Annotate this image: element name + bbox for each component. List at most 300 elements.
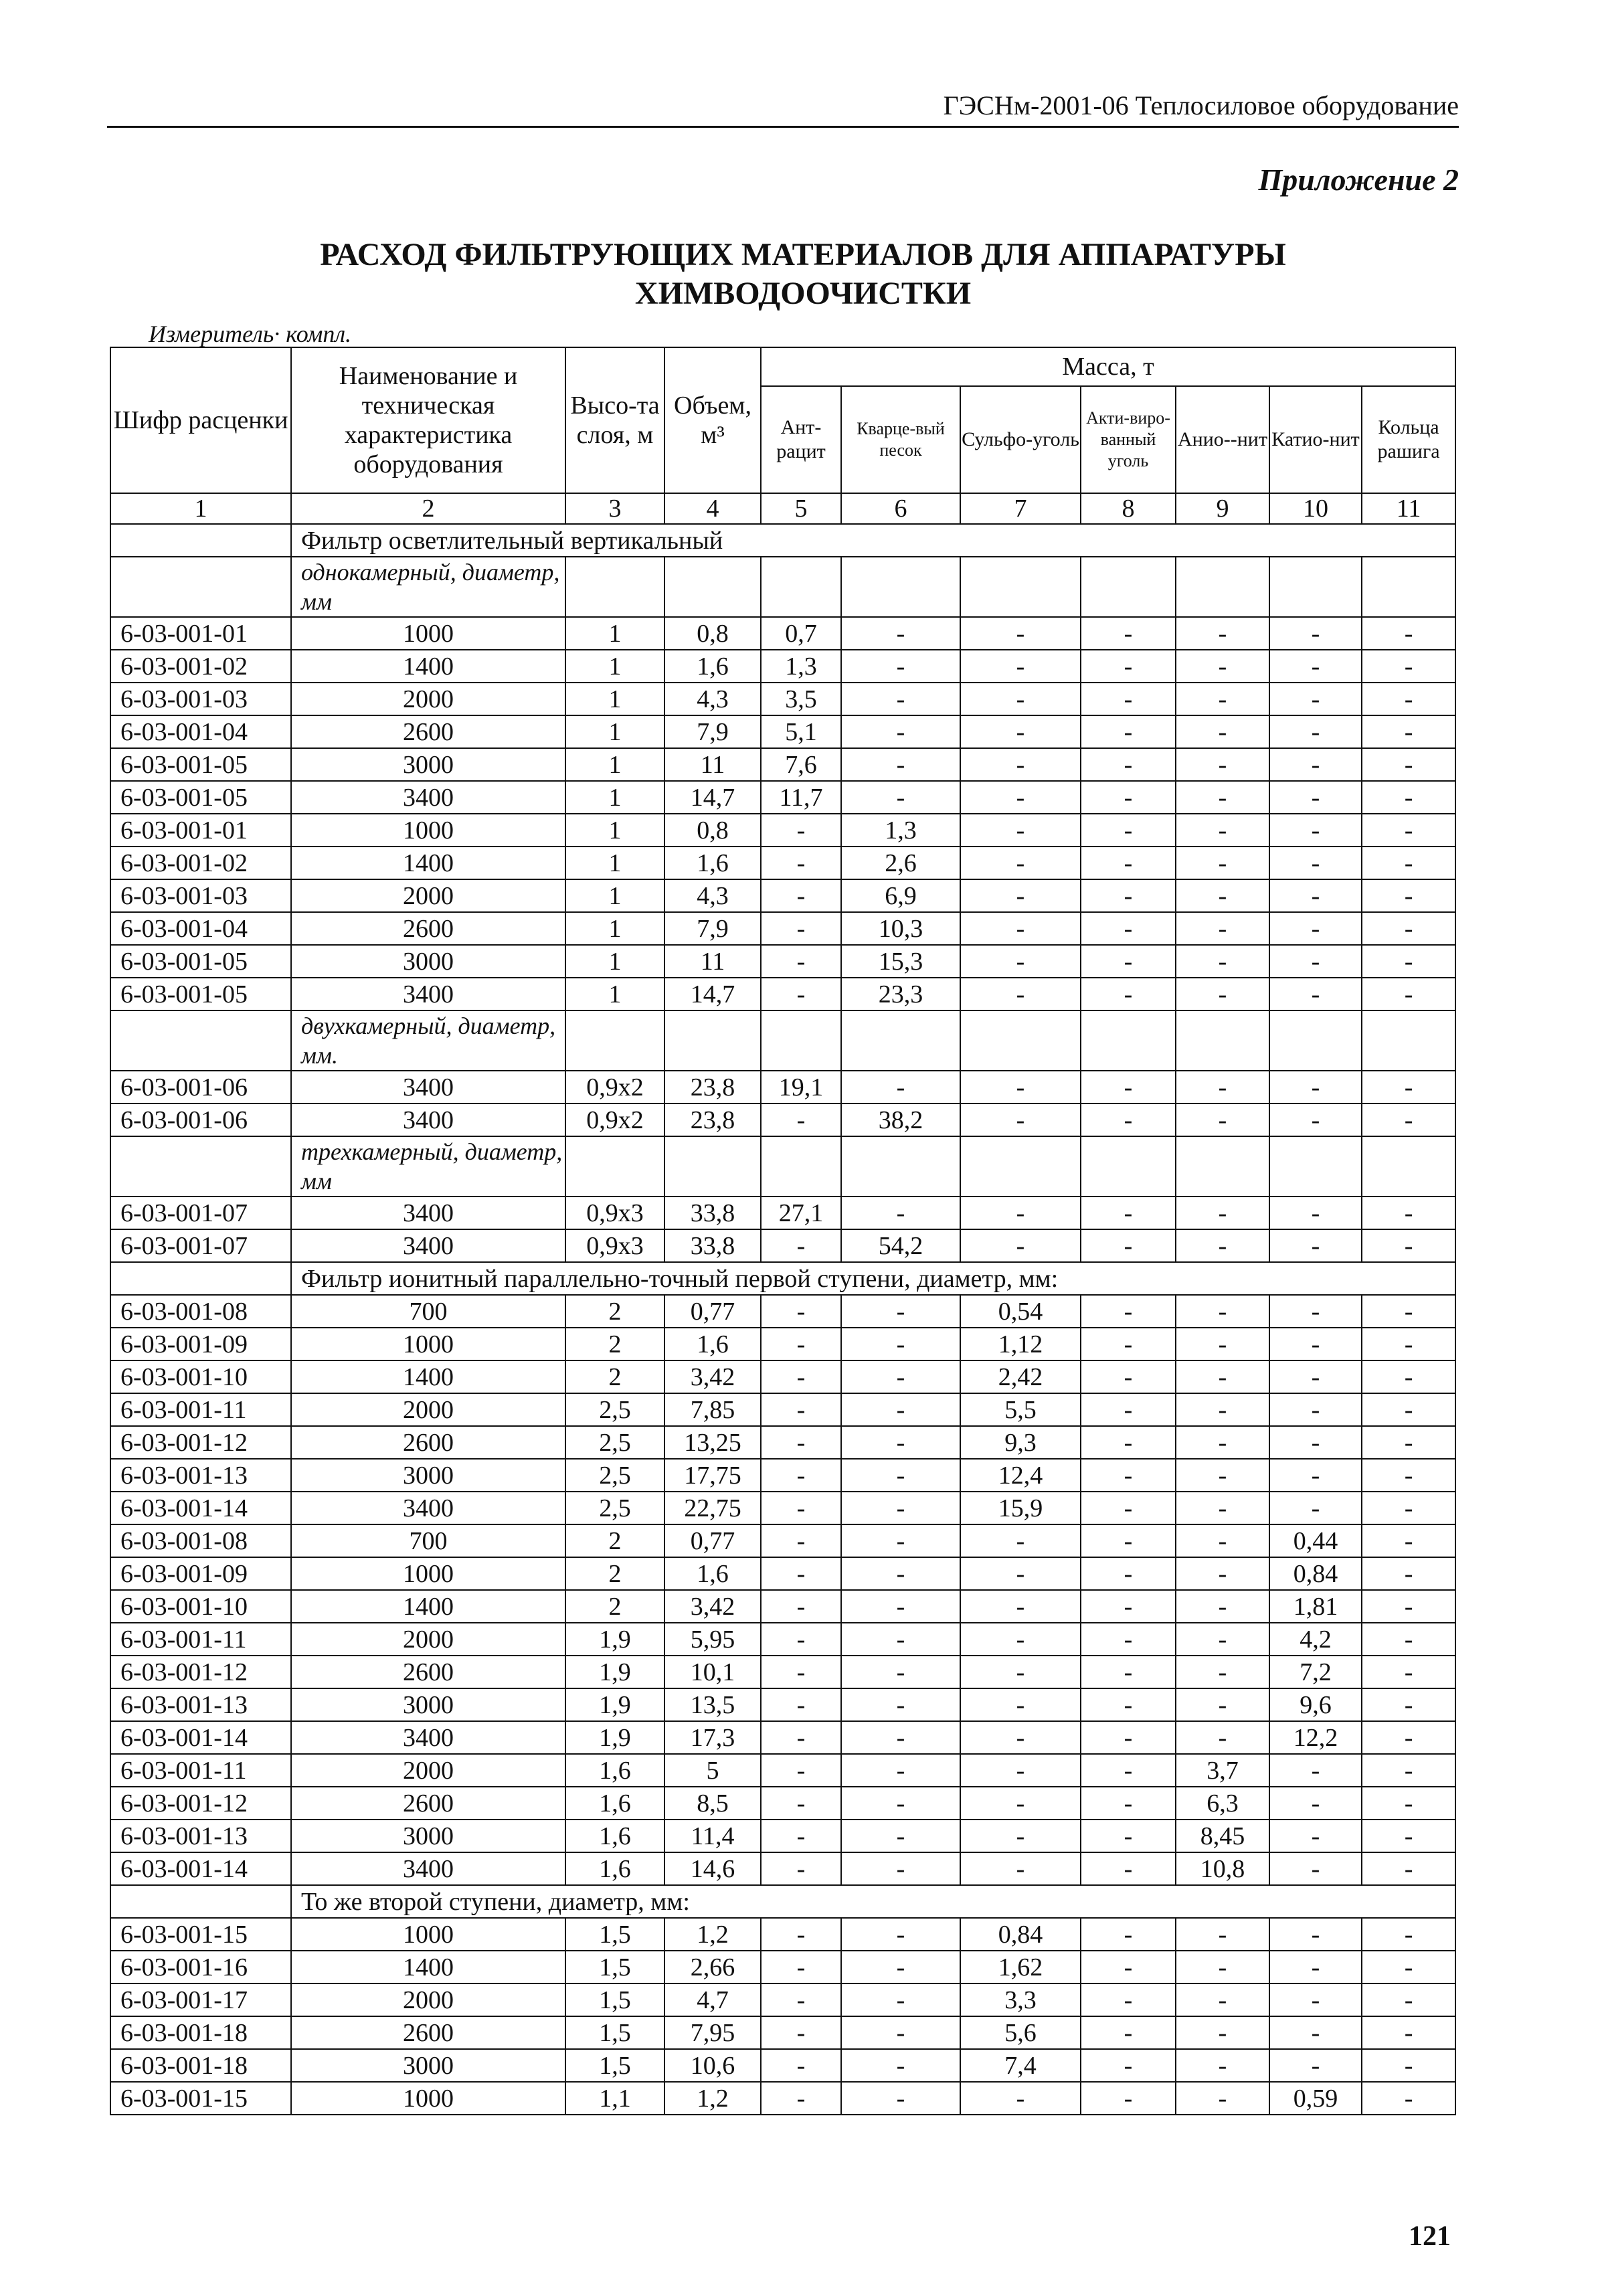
column-number: 10 [1269, 493, 1362, 524]
cell-code: 6-03-001-05 [110, 945, 291, 978]
table-cell: - [960, 1229, 1081, 1262]
empty-cell [110, 1136, 291, 1197]
table-cell: 1,62 [960, 1951, 1081, 1983]
column-number: 1 [110, 493, 291, 524]
table-cell: - [1269, 879, 1362, 912]
table-cell: 2,5 [565, 1459, 664, 1492]
table-row [110, 715, 1455, 748]
table-cell: - [1362, 781, 1455, 814]
table-cell: 1,6 [565, 1852, 664, 1885]
table-cell: - [1081, 1328, 1176, 1360]
table-cell: 2000 [291, 1393, 565, 1426]
table-cell: - [761, 1557, 841, 1590]
table-cell: 1 [565, 781, 664, 814]
table-cell: - [761, 1459, 841, 1492]
table-cell: - [1081, 1492, 1176, 1524]
table-cell: - [1362, 1918, 1455, 1951]
table-cell: 4,3 [664, 683, 761, 715]
table-cell: 1400 [291, 847, 565, 879]
cell-code: 6-03-001-13 [110, 1459, 291, 1492]
table-cell: - [841, 1918, 960, 1951]
table-cell: - [841, 2049, 960, 2082]
table-cell: 12,4 [960, 1459, 1081, 1492]
table-cell: 10,8 [1176, 1852, 1269, 1885]
table-cell: 1400 [291, 1360, 565, 1393]
table-cell: - [841, 1983, 960, 2016]
table-cell: 10,6 [664, 2049, 761, 2082]
table-cell: - [1269, 715, 1362, 748]
table-cell: 8,5 [664, 1787, 761, 1820]
column-number: 11 [1362, 493, 1455, 524]
table-cell: 1,1 [565, 2082, 664, 2115]
table-cell: - [1081, 1557, 1176, 1590]
table-cell: 22,75 [664, 1492, 761, 1524]
table-cell: - [1081, 1229, 1176, 1262]
table-cell: - [1081, 945, 1176, 978]
table-cell: 2000 [291, 1623, 565, 1656]
table-row [110, 650, 1455, 683]
empty-cell [110, 1885, 291, 1918]
empty-cell [1176, 557, 1269, 617]
materials-table [110, 347, 1456, 2115]
header-quartz-sand: Кварце-вый песок [841, 386, 960, 493]
table-cell: 4,7 [664, 1983, 761, 2016]
table-cell: 0,9x2 [565, 1103, 664, 1136]
cell-code: 6-03-001-01 [110, 617, 291, 650]
table-cell: 700 [291, 1295, 565, 1328]
header-cationite: Катио-нит [1269, 386, 1362, 493]
cell-code: 6-03-001-04 [110, 912, 291, 945]
table-cell: - [761, 814, 841, 847]
cell-code: 6-03-001-12 [110, 1656, 291, 1688]
table-cell: 7,85 [664, 1393, 761, 1426]
table-cell: 1,12 [960, 1328, 1081, 1360]
table-row [110, 1295, 1455, 1328]
table-cell: - [761, 1295, 841, 1328]
table-cell: 1,9 [565, 1721, 664, 1754]
table-cell: - [1269, 1426, 1362, 1459]
table-cell: - [1269, 1983, 1362, 2016]
table-cell: - [960, 1787, 1081, 1820]
table-cell: - [1176, 847, 1269, 879]
table-cell: 4,3 [664, 879, 761, 912]
table-cell: 3000 [291, 1820, 565, 1852]
empty-cell [761, 557, 841, 617]
table-cell: - [1176, 1426, 1269, 1459]
table-cell: - [960, 1524, 1081, 1557]
cell-code: 6-03-001-12 [110, 1787, 291, 1820]
table-cell: 7,2 [1269, 1656, 1362, 1688]
table-cell: 1,6 [565, 1754, 664, 1787]
table-cell: - [761, 1590, 841, 1623]
subhead-row [110, 557, 1455, 617]
table-cell: - [1176, 912, 1269, 945]
table-cell: 1 [565, 715, 664, 748]
table-cell: 1 [565, 912, 664, 945]
empty-cell [1081, 1010, 1176, 1071]
table-cell: 0,7 [761, 617, 841, 650]
table-cell: 3400 [291, 1721, 565, 1754]
page-header [107, 88, 1459, 128]
table-cell: 3000 [291, 1459, 565, 1492]
table-row [110, 1229, 1455, 1262]
table-cell: 33,8 [664, 1197, 761, 1229]
table-cell: - [761, 1492, 841, 1524]
table-cell: 0,77 [664, 1295, 761, 1328]
table-cell: - [761, 2049, 841, 2082]
table-cell: - [960, 912, 1081, 945]
table-cell: 1,2 [664, 2082, 761, 2115]
table-cell: 1,5 [565, 1983, 664, 2016]
table-cell: - [1269, 978, 1362, 1010]
table-cell: 1,5 [565, 2049, 664, 2082]
table-cell: 3000 [291, 748, 565, 781]
table-cell: - [960, 1590, 1081, 1623]
table-cell: - [1362, 1951, 1455, 1983]
table-cell: 6,3 [1176, 1787, 1269, 1820]
table-row [110, 1328, 1455, 1360]
table-row [110, 1557, 1455, 1590]
table-cell: - [1362, 1393, 1455, 1426]
table-cell: - [1081, 912, 1176, 945]
table-cell: 1000 [291, 1328, 565, 1360]
empty-cell [960, 1136, 1081, 1197]
cell-code: 6-03-001-08 [110, 1524, 291, 1557]
table-cell: - [761, 1426, 841, 1459]
subhead-row [110, 1010, 1455, 1071]
cell-code: 6-03-001-16 [110, 1951, 291, 1983]
table-cell: - [841, 2082, 960, 2115]
header-name: Наименование и техническая характеристика оборудования [291, 347, 565, 493]
cell-code: 6-03-001-11 [110, 1393, 291, 1426]
table-cell: - [1081, 1590, 1176, 1623]
cell-code: 6-03-001-11 [110, 1754, 291, 1787]
table-cell: 11,4 [664, 1820, 761, 1852]
table-cell: - [1362, 1820, 1455, 1852]
measure-unit: Измеритель· компл. [149, 321, 352, 347]
table-cell: 2,6 [841, 847, 960, 879]
table-cell: 3400 [291, 1197, 565, 1229]
column-number: 4 [664, 493, 761, 524]
cell-code: 6-03-001-18 [110, 2049, 291, 2082]
table-cell: - [1362, 748, 1455, 781]
table-row [110, 748, 1455, 781]
table-row [110, 1754, 1455, 1787]
table-cell: - [1269, 1492, 1362, 1524]
table-cell: 1 [565, 879, 664, 912]
table-cell: 3400 [291, 781, 565, 814]
table-cell: 7,9 [664, 715, 761, 748]
table-cell: 38,2 [841, 1103, 960, 1136]
table-cell: 1400 [291, 1951, 565, 1983]
table-cell: - [1081, 715, 1176, 748]
cell-code: 6-03-001-06 [110, 1071, 291, 1103]
table-cell: - [1081, 1754, 1176, 1787]
table-body [110, 524, 1455, 2115]
empty-cell [1176, 1136, 1269, 1197]
table-cell: 1000 [291, 617, 565, 650]
table-cell: 17,3 [664, 1721, 761, 1754]
table-cell: 3000 [291, 1688, 565, 1721]
table-cell: - [761, 1103, 841, 1136]
table-cell: - [1176, 1393, 1269, 1426]
header-activated-carbon: Акти-виро-ванный уголь [1081, 386, 1176, 493]
table-cell: 3400 [291, 1229, 565, 1262]
table-cell: - [761, 1983, 841, 2016]
table-cell: 0,77 [664, 1524, 761, 1557]
table-cell: - [1362, 945, 1455, 978]
table-row [110, 1103, 1455, 1136]
cell-code: 6-03-001-13 [110, 1688, 291, 1721]
table-row [110, 978, 1455, 1010]
table-cell: - [1269, 1918, 1362, 1951]
table-cell: - [1081, 1295, 1176, 1328]
table-cell: - [1269, 1459, 1362, 1492]
table-cell: - [1081, 1393, 1176, 1426]
table-cell: - [1362, 879, 1455, 912]
table-cell: - [1176, 748, 1269, 781]
table-cell: 3,42 [664, 1360, 761, 1393]
table-cell: 2600 [291, 2016, 565, 2049]
table-cell: - [1081, 1852, 1176, 1885]
cell-code: 6-03-001-12 [110, 1426, 291, 1459]
table-cell: - [841, 1787, 960, 1820]
table-cell: - [1362, 847, 1455, 879]
table-cell: - [841, 1951, 960, 1983]
table-cell: - [1362, 1590, 1455, 1623]
table-cell: - [1176, 1524, 1269, 1557]
table-cell: - [1362, 1103, 1455, 1136]
cell-code: 6-03-001-02 [110, 650, 291, 683]
table-cell: 2 [565, 1295, 664, 1328]
table-cell: - [960, 978, 1081, 1010]
table-cell: - [1176, 1557, 1269, 1590]
table-cell: - [1081, 1459, 1176, 1492]
table-cell: 0,9x3 [565, 1197, 664, 1229]
table-cell: 1,6 [565, 1787, 664, 1820]
table-row [110, 1656, 1455, 1688]
table-cell: - [1081, 978, 1176, 1010]
table-cell: - [960, 1754, 1081, 1787]
empty-cell [1269, 557, 1362, 617]
table-cell: - [1176, 1688, 1269, 1721]
table-row [110, 1918, 1455, 1951]
cell-code: 6-03-001-09 [110, 1557, 291, 1590]
table-row [110, 781, 1455, 814]
table-cell: 2600 [291, 912, 565, 945]
table-cell: - [960, 748, 1081, 781]
table-cell: 3,3 [960, 1983, 1081, 2016]
table-cell: - [1081, 1360, 1176, 1393]
cell-code: 6-03-001-10 [110, 1590, 291, 1623]
table-cell: - [1081, 1426, 1176, 1459]
column-number: 5 [761, 493, 841, 524]
table-cell: - [841, 683, 960, 715]
table-row [110, 1951, 1455, 1983]
table-cell: 1,6 [664, 1557, 761, 1590]
table-cell: - [841, 1459, 960, 1492]
table-cell: 2 [565, 1524, 664, 1557]
empty-cell [565, 1136, 664, 1197]
table-cell: - [1269, 2016, 1362, 2049]
table-cell: 1,9 [565, 1623, 664, 1656]
empty-cell [1176, 1010, 1269, 1071]
table-cell: - [1362, 1721, 1455, 1754]
table-cell: 1,6 [664, 847, 761, 879]
table-cell: - [1176, 715, 1269, 748]
table-row [110, 1197, 1455, 1229]
cell-code: 6-03-001-08 [110, 1295, 291, 1328]
table-cell: - [1176, 1071, 1269, 1103]
header-code: Шифр расценки [110, 347, 291, 493]
table-cell: 1 [565, 978, 664, 1010]
table-cell: 1 [565, 683, 664, 715]
header-anthracite: Ант-рацит [761, 386, 841, 493]
table-cell: - [1269, 1328, 1362, 1360]
table-cell: - [1362, 1071, 1455, 1103]
table-row [110, 912, 1455, 945]
table-cell: - [960, 1071, 1081, 1103]
table-row [110, 2016, 1455, 2049]
table-cell: - [1269, 1071, 1362, 1103]
materials-table-wrapper [110, 347, 1455, 2115]
table-cell: - [1081, 1918, 1176, 1951]
table-cell: 1,9 [565, 1656, 664, 1688]
table-row [110, 683, 1455, 715]
table-cell: - [1362, 715, 1455, 748]
table-cell: - [1081, 650, 1176, 683]
table-row [110, 1360, 1455, 1393]
table-cell: 13,25 [664, 1426, 761, 1459]
table-cell: 2 [565, 1360, 664, 1393]
table-cell: - [1176, 1623, 1269, 1656]
cell-code: 6-03-001-13 [110, 1820, 291, 1852]
header-volume: Объем, м³ [664, 347, 761, 493]
cell-code: 6-03-001-15 [110, 1918, 291, 1951]
table-cell: - [761, 912, 841, 945]
table-cell: - [1081, 1820, 1176, 1852]
cell-code: 6-03-001-05 [110, 978, 291, 1010]
table-cell: 6,9 [841, 879, 960, 912]
table-row [110, 1983, 1455, 2016]
cell-code: 6-03-001-03 [110, 879, 291, 912]
table-cell: - [1176, 1197, 1269, 1229]
table-cell: 14,6 [664, 1852, 761, 1885]
table-cell: - [1362, 1983, 1455, 2016]
table-cell: 7,95 [664, 2016, 761, 2049]
table-cell: - [1176, 1229, 1269, 1262]
table-cell: 2,5 [565, 1393, 664, 1426]
table-cell: - [761, 945, 841, 978]
table-cell: - [761, 1393, 841, 1426]
table-cell: 3000 [291, 945, 565, 978]
table-cell: 13,5 [664, 1688, 761, 1721]
table-cell: 1,5 [565, 1951, 664, 1983]
cell-code: 6-03-001-09 [110, 1328, 291, 1360]
table-cell: - [1269, 1852, 1362, 1885]
table-cell: - [841, 617, 960, 650]
table-cell: - [1269, 814, 1362, 847]
table-cell: - [1081, 1103, 1176, 1136]
table-cell: 2600 [291, 1787, 565, 1820]
table-cell: - [960, 650, 1081, 683]
table-cell: 10,1 [664, 1656, 761, 1688]
table-cell: - [841, 650, 960, 683]
table-cell: 27,1 [761, 1197, 841, 1229]
table-cell: - [1362, 2049, 1455, 2082]
table-cell: - [1081, 814, 1176, 847]
table-cell: - [1081, 847, 1176, 879]
table-cell: 15,9 [960, 1492, 1081, 1524]
section-title: То же второй ступени, диаметр, мм: [291, 1885, 1455, 1918]
cell-code: 6-03-001-11 [110, 1623, 291, 1656]
header-height: Высо-та слоя, м [565, 347, 664, 493]
table-cell: - [1362, 1754, 1455, 1787]
table-cell: - [1362, 1426, 1455, 1459]
table-cell: - [1269, 1360, 1362, 1393]
table-cell: 14,7 [664, 781, 761, 814]
table-cell: 1,6 [664, 1328, 761, 1360]
table-cell: 2,66 [664, 1951, 761, 1983]
table-cell: 0,84 [1269, 1557, 1362, 1590]
table-cell: - [1081, 2082, 1176, 2115]
cell-code: 6-03-001-15 [110, 2082, 291, 2115]
table-cell: 33,8 [664, 1229, 761, 1262]
table-cell: - [1176, 1492, 1269, 1524]
table-cell: - [1081, 1787, 1176, 1820]
cell-code: 6-03-001-17 [110, 1983, 291, 2016]
table-cell: - [761, 1852, 841, 1885]
empty-cell [960, 1010, 1081, 1071]
table-cell: - [841, 1393, 960, 1426]
subhead-title: однокамерный, диаметр, мм [291, 557, 565, 617]
table-cell: 3400 [291, 1103, 565, 1136]
table-cell: 1,6 [565, 1820, 664, 1852]
table-cell: 1000 [291, 814, 565, 847]
table-cell: - [1081, 1524, 1176, 1557]
table-cell: - [1176, 1951, 1269, 1983]
table-cell: - [960, 847, 1081, 879]
column-number-row [110, 493, 1455, 524]
table-cell: - [761, 1918, 841, 1951]
table-cell: 7,9 [664, 912, 761, 945]
header-sulfocoal: Сульфо-уголь [960, 386, 1081, 493]
table-cell: 23,8 [664, 1103, 761, 1136]
table-cell: - [1362, 617, 1455, 650]
empty-cell [565, 557, 664, 617]
empty-cell [1081, 557, 1176, 617]
table-cell: 7,4 [960, 2049, 1081, 2082]
table-cell: - [1362, 1328, 1455, 1360]
table-cell: - [841, 1590, 960, 1623]
table-cell: 11 [664, 945, 761, 978]
table-cell: - [1176, 814, 1269, 847]
title-line: ХИМВОДООЧИСТКИ [634, 276, 972, 311]
table-cell: 9,3 [960, 1426, 1081, 1459]
table-cell: 0,84 [960, 1918, 1081, 1951]
table-cell: - [1176, 1656, 1269, 1688]
table-cell: 1 [565, 617, 664, 650]
table-row [110, 1688, 1455, 1721]
table-cell: 1400 [291, 1590, 565, 1623]
page-title [107, 236, 1499, 313]
table-cell: - [1176, 1459, 1269, 1492]
table-cell: - [1176, 1360, 1269, 1393]
table-cell: 5 [664, 1754, 761, 1787]
table-cell: - [841, 715, 960, 748]
table-cell: - [761, 2016, 841, 2049]
cell-code: 6-03-001-06 [110, 1103, 291, 1136]
